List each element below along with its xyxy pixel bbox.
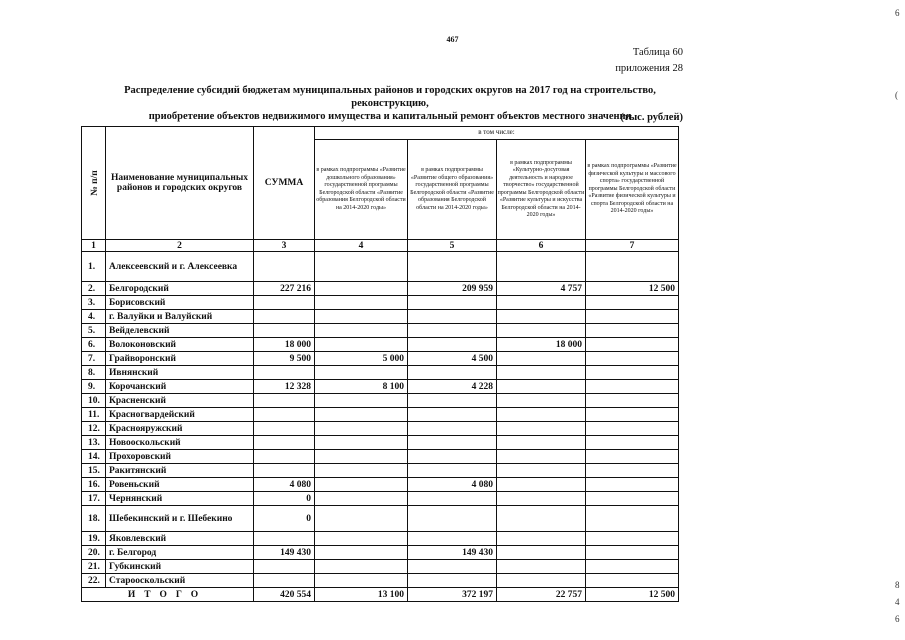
header-col6: в рамках подпрограммы «Культурно-досуговая деятельность и народное творчество» государственной программы Белгородской области «Развитие культуры и искусства Белгородской области на 2014-2020 годы»	[497, 140, 586, 240]
table-number: Таблица 60	[632, 47, 683, 58]
district-name: Краснояружский	[106, 422, 254, 436]
total-col7: 12 500	[586, 588, 679, 602]
table-row	[82, 352, 679, 366]
sum-cell	[254, 366, 315, 380]
row-number: 17.	[82, 492, 106, 506]
col5-cell: 4 080	[408, 478, 497, 492]
page-number: 467	[446, 35, 459, 44]
sum-cell: 0	[254, 506, 315, 532]
district-name: Корочанский	[106, 380, 254, 394]
col4-cell	[315, 560, 408, 574]
sum-cell	[254, 464, 315, 478]
row-number: 1.	[82, 252, 106, 282]
district-name: Новооскольский	[106, 436, 254, 450]
table-row	[82, 282, 679, 296]
col6-cell	[497, 546, 586, 560]
row-number: 7.	[82, 352, 106, 366]
col5-cell	[408, 296, 497, 310]
header-name: Наименование муниципальных районов и городских округов	[106, 127, 254, 240]
col7-cell	[586, 560, 679, 574]
col4-cell	[315, 282, 408, 296]
col6-cell	[497, 436, 586, 450]
col4-cell	[315, 450, 408, 464]
document-title	[90, 84, 690, 123]
edge-mark: 8	[895, 580, 900, 590]
col6-cell	[497, 296, 586, 310]
table-row	[82, 366, 679, 380]
district-name: Волоконовский	[106, 338, 254, 352]
row-number: 19.	[82, 532, 106, 546]
edge-mark: 6	[895, 614, 900, 624]
col5-cell	[408, 574, 497, 588]
col5-cell	[408, 366, 497, 380]
col7-cell	[586, 296, 679, 310]
sum-cell: 9 500	[254, 352, 315, 366]
col5-cell: 4 500	[408, 352, 497, 366]
col6-cell	[497, 506, 586, 532]
total-label: ИТОГО	[82, 588, 254, 602]
district-name: Ивнянский	[106, 366, 254, 380]
col7-cell	[586, 506, 679, 532]
total-col4: 13 100	[315, 588, 408, 602]
row-number: 14.	[82, 450, 106, 464]
row-number: 6.	[82, 338, 106, 352]
col6-cell	[497, 532, 586, 546]
row-number: 15.	[82, 464, 106, 478]
col4-cell	[315, 310, 408, 324]
district-name: Шебекинский и г. Шебекино	[106, 506, 254, 532]
edge-mark: 4	[895, 597, 900, 607]
col7-cell	[586, 422, 679, 436]
col4-cell	[315, 252, 408, 282]
table-row	[82, 506, 679, 532]
col4-cell	[315, 296, 408, 310]
row-number: 11.	[82, 408, 106, 422]
header-including: в том числе:	[315, 127, 679, 140]
row-number: 3.	[82, 296, 106, 310]
col6-cell	[497, 394, 586, 408]
sum-cell	[254, 560, 315, 574]
col-index: 4	[315, 240, 408, 252]
col4-cell	[315, 366, 408, 380]
district-name: Прохоровский	[106, 450, 254, 464]
table-row	[82, 492, 679, 506]
col5-cell	[408, 324, 497, 338]
sum-cell: 4 080	[254, 478, 315, 492]
sum-cell	[254, 296, 315, 310]
col4-cell	[315, 436, 408, 450]
district-name: Чернянский	[106, 492, 254, 506]
total-row	[82, 588, 679, 602]
header-col7: в рамках подпрограммы «Развитие физической культуры и массового спорта» государственной программы Белгородской области «Развитие физической культуры и спорта Белгородской области на 2014-2020 годы»	[586, 140, 679, 240]
col7-cell	[586, 352, 679, 366]
total-col5: 372 197	[408, 588, 497, 602]
col6-cell	[497, 310, 586, 324]
district-name: Яковлевский	[106, 532, 254, 546]
col6-cell	[497, 478, 586, 492]
sum-cell: 18 000	[254, 338, 315, 352]
sum-cell	[254, 422, 315, 436]
col5-cell: 209 959	[408, 282, 497, 296]
total-sum: 420 554	[254, 588, 315, 602]
col4-cell	[315, 546, 408, 560]
row-number: 8.	[82, 366, 106, 380]
row-number: 12.	[82, 422, 106, 436]
title-line-1: Распределение субсидий бюджетам муниципальных районов и городских округов на 2017 год на строительство, реконструкцию,	[124, 85, 656, 109]
header-sum: СУММА	[254, 127, 315, 240]
col6-cell	[497, 464, 586, 478]
col7-cell	[586, 324, 679, 338]
col5-cell	[408, 252, 497, 282]
col7-cell	[586, 338, 679, 352]
row-number: 10.	[82, 394, 106, 408]
col4-cell	[315, 422, 408, 436]
col-index: 2	[106, 240, 254, 252]
col5-cell	[408, 422, 497, 436]
units-label: (тыс. рублей)	[620, 112, 683, 123]
col7-cell	[586, 436, 679, 450]
col5-cell	[408, 338, 497, 352]
table-row	[82, 546, 679, 560]
subsidy-table	[81, 126, 679, 602]
col5-cell	[408, 492, 497, 506]
col6-cell	[497, 492, 586, 506]
row-number: 2.	[82, 282, 106, 296]
table-row	[82, 532, 679, 546]
table-row	[82, 394, 679, 408]
sum-cell: 12 328	[254, 380, 315, 394]
district-name: Алексеевский и г. Алексеевка	[106, 252, 254, 282]
col5-cell: 4 228	[408, 380, 497, 394]
sum-cell	[254, 394, 315, 408]
district-name: Красногвардейский	[106, 408, 254, 422]
col6-cell	[497, 380, 586, 394]
col5-cell	[408, 394, 497, 408]
district-name: Ракитянский	[106, 464, 254, 478]
table-row	[82, 408, 679, 422]
col-index: 3	[254, 240, 315, 252]
col5-cell	[408, 450, 497, 464]
col7-cell	[586, 546, 679, 560]
table-row	[82, 436, 679, 450]
col-index: 5	[408, 240, 497, 252]
table-row	[82, 422, 679, 436]
col4-cell	[315, 394, 408, 408]
sum-cell	[254, 324, 315, 338]
col6-cell: 4 757	[497, 282, 586, 296]
col7-cell: 12 500	[586, 282, 679, 296]
table-row	[82, 380, 679, 394]
district-name: Вейделевский	[106, 324, 254, 338]
district-name: Ровеньский	[106, 478, 254, 492]
sum-cell: 227 216	[254, 282, 315, 296]
sum-cell: 0	[254, 492, 315, 506]
table-row	[82, 478, 679, 492]
col6-cell	[497, 574, 586, 588]
row-number: 16.	[82, 478, 106, 492]
col7-cell	[586, 394, 679, 408]
sum-cell	[254, 252, 315, 282]
table-row	[82, 450, 679, 464]
col6-cell	[497, 408, 586, 422]
col7-cell	[586, 492, 679, 506]
sum-cell	[254, 574, 315, 588]
col-index: 7	[586, 240, 679, 252]
col7-cell	[586, 408, 679, 422]
table-row	[82, 296, 679, 310]
row-number: 5.	[82, 324, 106, 338]
col4-cell	[315, 408, 408, 422]
col4-cell	[315, 492, 408, 506]
header-col5: в рамках подпрограммы «Развитие общего образования» государственной программы Белгородской области «Развитие образования Белгородской области на 2014-2020 годы»	[408, 140, 497, 240]
col6-cell: 18 000	[497, 338, 586, 352]
row-number: 20.	[82, 546, 106, 560]
table-row	[82, 252, 679, 282]
sum-cell	[254, 436, 315, 450]
district-name: Старооскольский	[106, 574, 254, 588]
col7-cell	[586, 380, 679, 394]
col4-cell	[315, 338, 408, 352]
sum-cell: 149 430	[254, 546, 315, 560]
col5-cell: 149 430	[408, 546, 497, 560]
col7-cell	[586, 310, 679, 324]
row-number: 9.	[82, 380, 106, 394]
row-number: 18.	[82, 506, 106, 532]
col4-cell	[315, 464, 408, 478]
district-name: г. Белгород	[106, 546, 254, 560]
sum-cell	[254, 532, 315, 546]
col4-cell: 5 000	[315, 352, 408, 366]
table-row	[82, 574, 679, 588]
col6-cell	[497, 560, 586, 574]
row-number: 21.	[82, 560, 106, 574]
district-name: г. Валуйки и Валуйский	[106, 310, 254, 324]
col6-cell	[497, 450, 586, 464]
col7-cell	[586, 366, 679, 380]
row-number: 4.	[82, 310, 106, 324]
col7-cell	[586, 252, 679, 282]
header-num: № п/п	[82, 127, 106, 240]
col5-cell	[408, 310, 497, 324]
table-row	[82, 464, 679, 478]
district-name: Борисовский	[106, 296, 254, 310]
table-row	[82, 560, 679, 574]
col4-cell	[315, 574, 408, 588]
col6-cell	[497, 366, 586, 380]
district-name: Белгородский	[106, 282, 254, 296]
col6-cell	[497, 352, 586, 366]
row-number: 13.	[82, 436, 106, 450]
edge-mark: 6	[895, 8, 900, 18]
col7-cell	[586, 464, 679, 478]
col5-cell	[408, 532, 497, 546]
col7-cell	[586, 478, 679, 492]
row-number: 22.	[82, 574, 106, 588]
header-col4: в рамках подпрограммы «Развитие дошкольного образования» государственной программы Белгородской области «Развитие образования Белгородской области на 2014-2020 годы»	[315, 140, 408, 240]
col4-cell	[315, 506, 408, 532]
district-name: Красненский	[106, 394, 254, 408]
col6-cell	[497, 252, 586, 282]
col7-cell	[586, 532, 679, 546]
appendix-label: приложения 28	[615, 63, 683, 74]
col7-cell	[586, 574, 679, 588]
col5-cell	[408, 436, 497, 450]
sum-cell	[254, 450, 315, 464]
district-name: Губкинский	[106, 560, 254, 574]
col4-cell	[315, 532, 408, 546]
col6-cell	[497, 422, 586, 436]
column-index-row	[82, 240, 679, 252]
district-name: Грайворонский	[106, 352, 254, 366]
sum-cell	[254, 408, 315, 422]
table-row	[82, 338, 679, 352]
edge-mark: (	[895, 90, 898, 100]
col5-cell	[408, 560, 497, 574]
col-index: 6	[497, 240, 586, 252]
total-col6: 22 757	[497, 588, 586, 602]
col7-cell	[586, 450, 679, 464]
col6-cell	[497, 324, 586, 338]
col5-cell	[408, 408, 497, 422]
col4-cell	[315, 324, 408, 338]
table-row	[82, 324, 679, 338]
col5-cell	[408, 464, 497, 478]
title-line-2: приобретение объектов недвижимого имущества и капитальный ремонт объектов местного значения	[148, 111, 632, 122]
col4-cell	[315, 478, 408, 492]
col4-cell: 8 100	[315, 380, 408, 394]
col-index: 1	[82, 240, 106, 252]
sum-cell	[254, 310, 315, 324]
table-row	[82, 310, 679, 324]
col5-cell	[408, 506, 497, 532]
